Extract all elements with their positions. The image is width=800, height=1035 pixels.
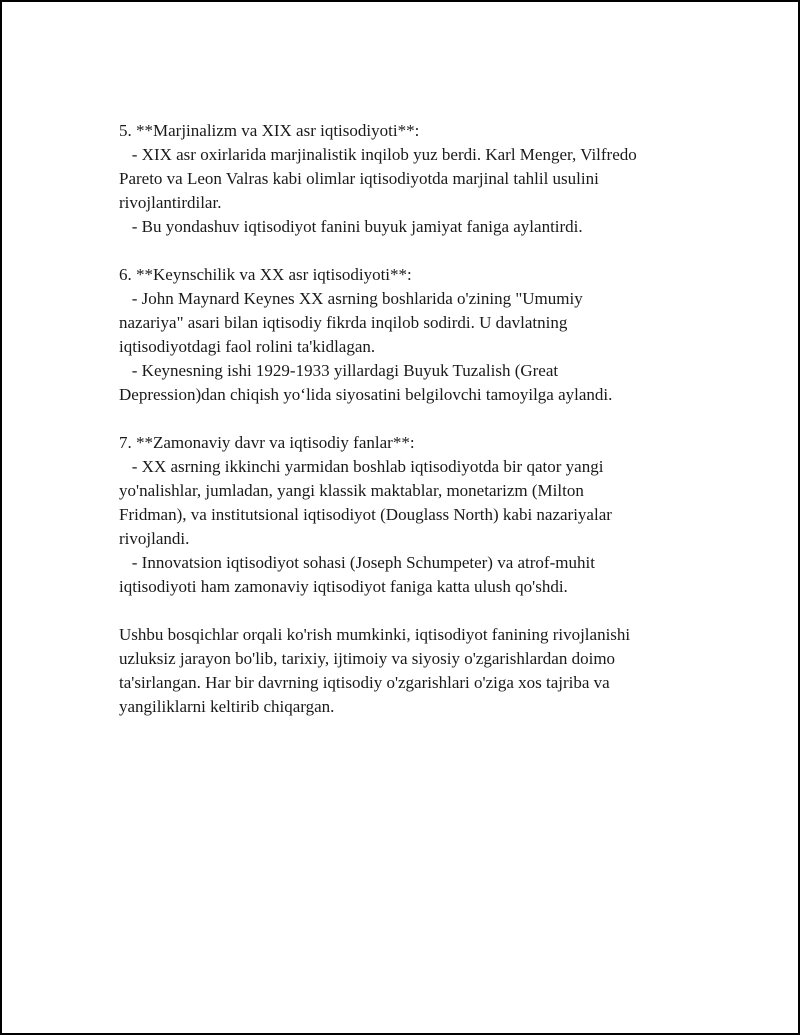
section-modern-era (119, 431, 699, 599)
text-line: - Keynesning ishi 1929-1933 yillardagi Buyuk Tuzalish (Great (119, 361, 559, 380)
text-line: iqtisodiyotdagi faol rolini ta'kidlagan. (119, 337, 376, 356)
text-line: yangiliklarni keltirib chiqargan. (119, 697, 335, 716)
section-marginalism (119, 119, 699, 239)
paragraph-spacer (119, 407, 699, 431)
text-line: iqtisodiyoti ham zamonaviy iqtisodiyot faniga katta ulush qo'shdi. (119, 577, 568, 596)
paragraph-spacer (119, 599, 699, 623)
text-line: - Bu yondashuv iqtisodiyot fanini buyuk jamiyat faniga aylantirdi. (119, 217, 583, 236)
section-heading: 5. **Marjinalizm va XIX asr iqtisodiyoti**: (119, 121, 420, 140)
text-line: ta'sirlangan. Har bir davrning iqtisodiy o'zgarishlari o'ziga xos tajriba va (119, 673, 610, 692)
text-line: - Innovatsion iqtisodiyot sohasi (Joseph Schumpeter) va atrof-muhit (119, 553, 595, 572)
text-line: Fridman), va institutsional iqtisodiyot (Douglass North) kabi nazariyalar (119, 505, 612, 524)
text-line: - XIX asr oxirlarida marjinalistik inqilob yuz berdi. Karl Menger, Vilfredo (119, 145, 637, 164)
section-keynesianism (119, 263, 699, 407)
text-line: - XX asrning ikkinchi yarmidan boshlab iqtisodiyotda bir qator yangi (119, 457, 604, 476)
text-line: - John Maynard Keynes XX asrning boshlarida o'zining "Umumiy (119, 289, 583, 308)
text-line: rivojlandi. (119, 529, 190, 548)
paragraph-spacer (119, 239, 699, 263)
text-line: yo'nalishlar, jumladan, yangi klassik maktablar, monetarizm (Milton (119, 481, 584, 500)
text-line: Ushbu bosqichlar orqali ko'rish mumkinki, iqtisodiyot fanining rivojlanishi (119, 625, 631, 644)
section-conclusion (119, 623, 699, 719)
text-line: uzluksiz jarayon bo'lib, tarixiy, ijtimoiy va siyosiy o'zgarishlardan doimo (119, 649, 616, 668)
document-body (119, 119, 699, 719)
text-line: Depression)dan chiqish yo‘lida siyosatini belgilovchi tamoyilga aylandi. (119, 385, 613, 404)
section-heading: 7. **Zamonaviy davr va iqtisodiy fanlar**: (119, 433, 415, 452)
text-line: rivojlantirdilar. (119, 193, 222, 212)
section-heading: 6. **Keynschilik va XX asr iqtisodiyoti**: (119, 265, 412, 284)
text-line: Pareto va Leon Valras kabi olimlar iqtisodiyotda marjinal tahlil usulini (119, 169, 599, 188)
text-line: nazariya" asari bilan iqtisodiy fikrda inqilob sodirdi. U davlatning (119, 313, 568, 332)
